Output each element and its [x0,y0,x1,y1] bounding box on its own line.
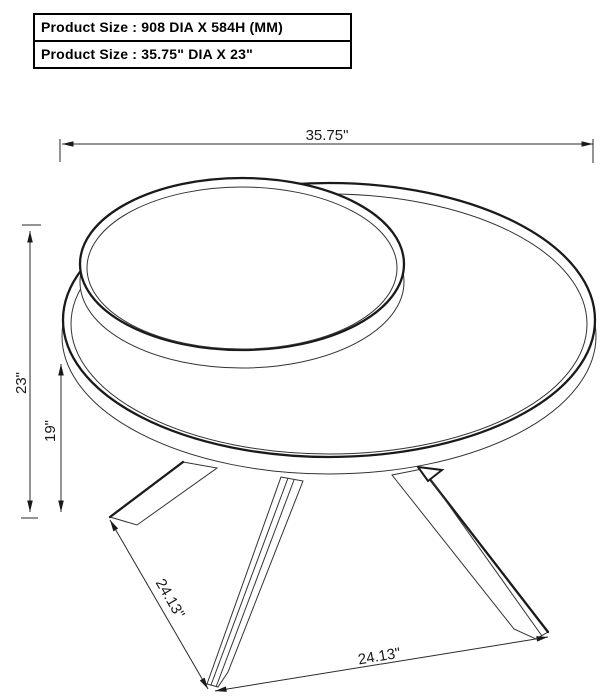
dim-label-leg-span-left: 24.13" [151,575,188,622]
tabletop-small [80,178,404,368]
leg-right [392,467,548,639]
product-size-label-mm: Product Size : 908 DIA X 584H (MM) [41,19,283,35]
dimension-leg-span-bottom [215,637,548,691]
leg-left-blade [110,462,217,525]
dimension-top-diameter [60,127,593,163]
tabletop-small-top-rim [80,178,404,350]
dim-label-top-diameter: 35.75" [305,127,349,144]
dim-label-overall-height: 23" [13,371,30,395]
dim-label-clearance-height: 19" [42,419,59,443]
product-size-label-inch: Product Size : 35.75" DIA X 23" [41,46,253,62]
dimension-overall-height [13,225,41,518]
leg-middle [207,477,303,687]
dimension-leg-span-left [110,520,208,689]
table-legs [110,462,548,687]
dimension-clearance-height [42,364,61,512]
dim-label-leg-span-bottom: 24.13" [356,644,402,669]
